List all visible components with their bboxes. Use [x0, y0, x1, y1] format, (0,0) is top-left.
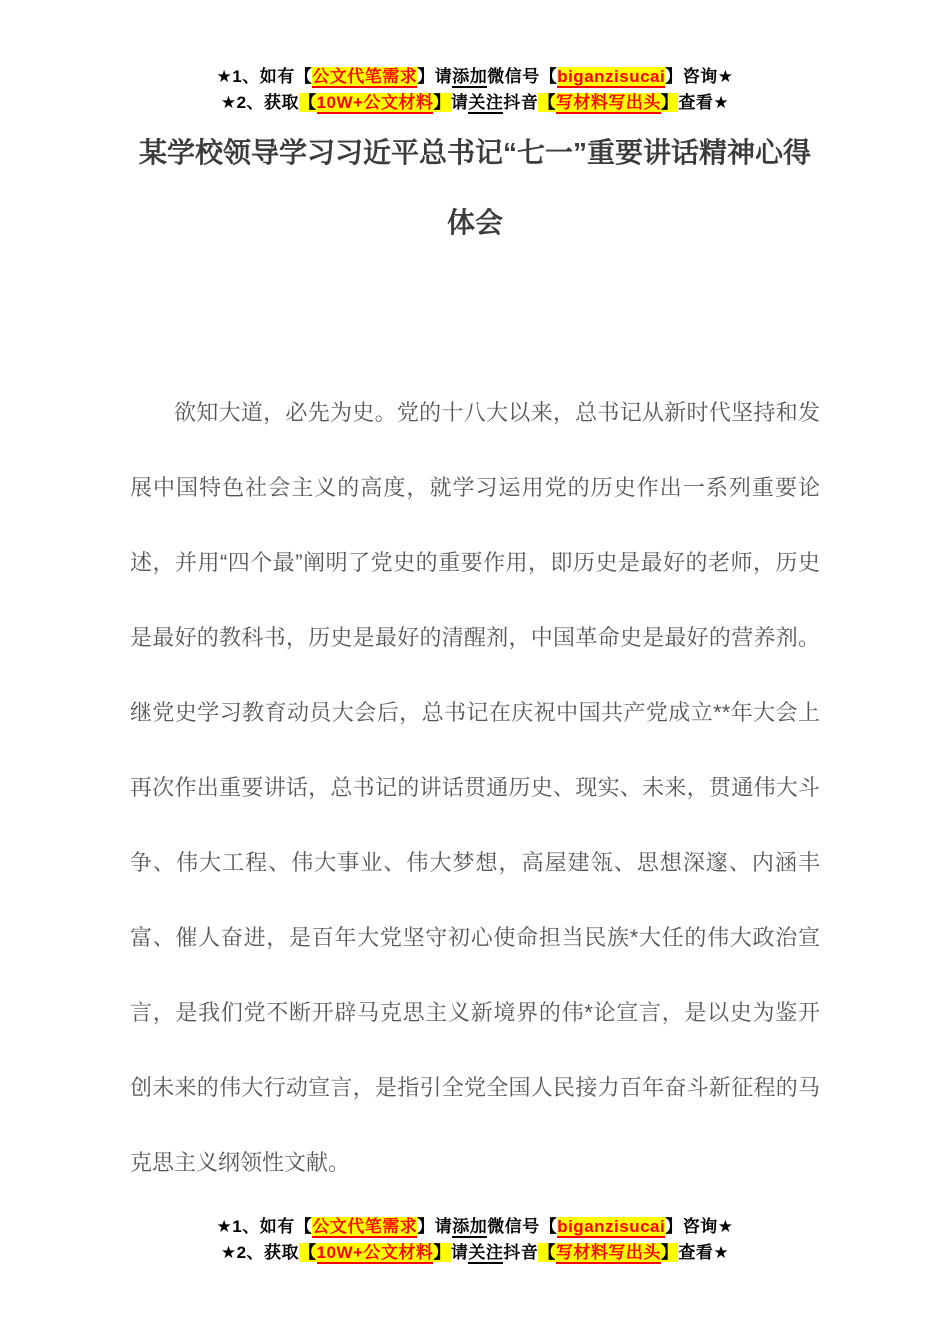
promo-text-segment: 查看★ — [678, 1243, 730, 1262]
promo-text-segment: 添加 — [452, 67, 488, 86]
promo-banner-line-1 — [0, 1214, 950, 1240]
promo-text-segment: 公文代笔需求 — [312, 1217, 418, 1236]
promo-text-segment: 】咨询★ — [665, 1217, 734, 1236]
promo-text-segment: 抖音 — [503, 1243, 539, 1262]
promo-text-segment: ★2、获取 — [220, 1243, 300, 1262]
promo-text-segment: 10W+公文材料 — [316, 93, 434, 112]
promo-text-segment: 】 — [433, 1243, 451, 1262]
promo-text-segment: 微信号【 — [487, 67, 558, 86]
promo-text-segment: 关注 — [468, 93, 504, 112]
document-title — [80, 118, 870, 258]
promo-text-segment: ★1、如有【 — [216, 1217, 313, 1236]
promo-text-segment: 请 — [450, 1243, 469, 1262]
promo-text-segment: 请 — [450, 93, 469, 112]
promo-text-segment: 】请 — [417, 67, 453, 86]
promo-text-segment: 】 — [660, 93, 679, 112]
promo-banner-bottom — [0, 1214, 950, 1266]
promo-text-segment: 抖音 — [503, 93, 539, 112]
promo-text-segment: 添加 — [452, 1217, 488, 1236]
promo-text-segment: 公文代笔需求 — [312, 67, 418, 86]
promo-text-segment: 写材料写出头 — [555, 1243, 661, 1262]
promo-text-segment: biganzisucai — [557, 67, 666, 86]
promo-text-segment: 】咨询★ — [665, 67, 734, 86]
promo-text-segment: 】 — [433, 93, 451, 112]
promo-text-segment: 写材料写出头 — [555, 93, 661, 112]
promo-text-segment: ★1、如有【 — [216, 67, 313, 86]
document-title-line-2: 体会 — [446, 207, 503, 238]
document-title-line-1: 某学校领导学习习近平总书记“七一”重要讲话精神心得 — [138, 137, 811, 168]
promo-text-segment: 【 — [299, 93, 317, 112]
promo-text-segment: ★2、获取 — [220, 93, 300, 112]
promo-text-segment: 【 — [538, 1243, 556, 1262]
promo-banner-line-1 — [0, 64, 950, 90]
promo-text-segment: 查看★ — [678, 93, 730, 112]
promo-text-segment: 【 — [299, 1243, 317, 1262]
promo-text-segment: 关注 — [468, 1243, 504, 1262]
promo-banner-line-2 — [0, 1240, 950, 1266]
promo-text-segment: 微信号【 — [487, 1217, 558, 1236]
promo-text-segment: 】请 — [417, 1217, 453, 1236]
promo-banner-line-2 — [0, 90, 950, 116]
promo-banner-top — [0, 64, 950, 116]
promo-text-segment: 【 — [538, 93, 556, 112]
promo-text-segment: biganzisucai — [557, 1217, 666, 1236]
body-paragraph: 欲知大道，必先为史。党的十八大以来，总书记从新时代坚持和发展中国特色社会主义的高度，就学习运用党的历史作出一系列重要论述，并用“四个最”阐明了党史的重要作用，即历史是最好的老师，历史是最好的教科书，历史是最好的清醒剂，中国革命史是最好的营养剂。继党史学习教育动员大会后，总书记在庆祝中国共产党成立**年大会上再次作出重要讲话，总书记的讲话贯通历史、现实、未来，贯通伟大斗争、伟大工程、伟大事业、伟大梦想，高屋建瓴、思想深邃、内涵丰富、催人奋进，是百年大党坚守初心使命担当民族*大任的伟大政治宣言，是我们党不断开辟马克思主义新境界的伟*论宣言，是以史为鉴开创未来的伟大行动宣言，是指引全党全国人民接力百年奋斗新征程的马克思主义纲领性文献。 — [130, 400, 820, 1175]
promo-text-segment: 10W+公文材料 — [316, 1243, 434, 1262]
promo-text-segment: 】 — [660, 1243, 679, 1262]
